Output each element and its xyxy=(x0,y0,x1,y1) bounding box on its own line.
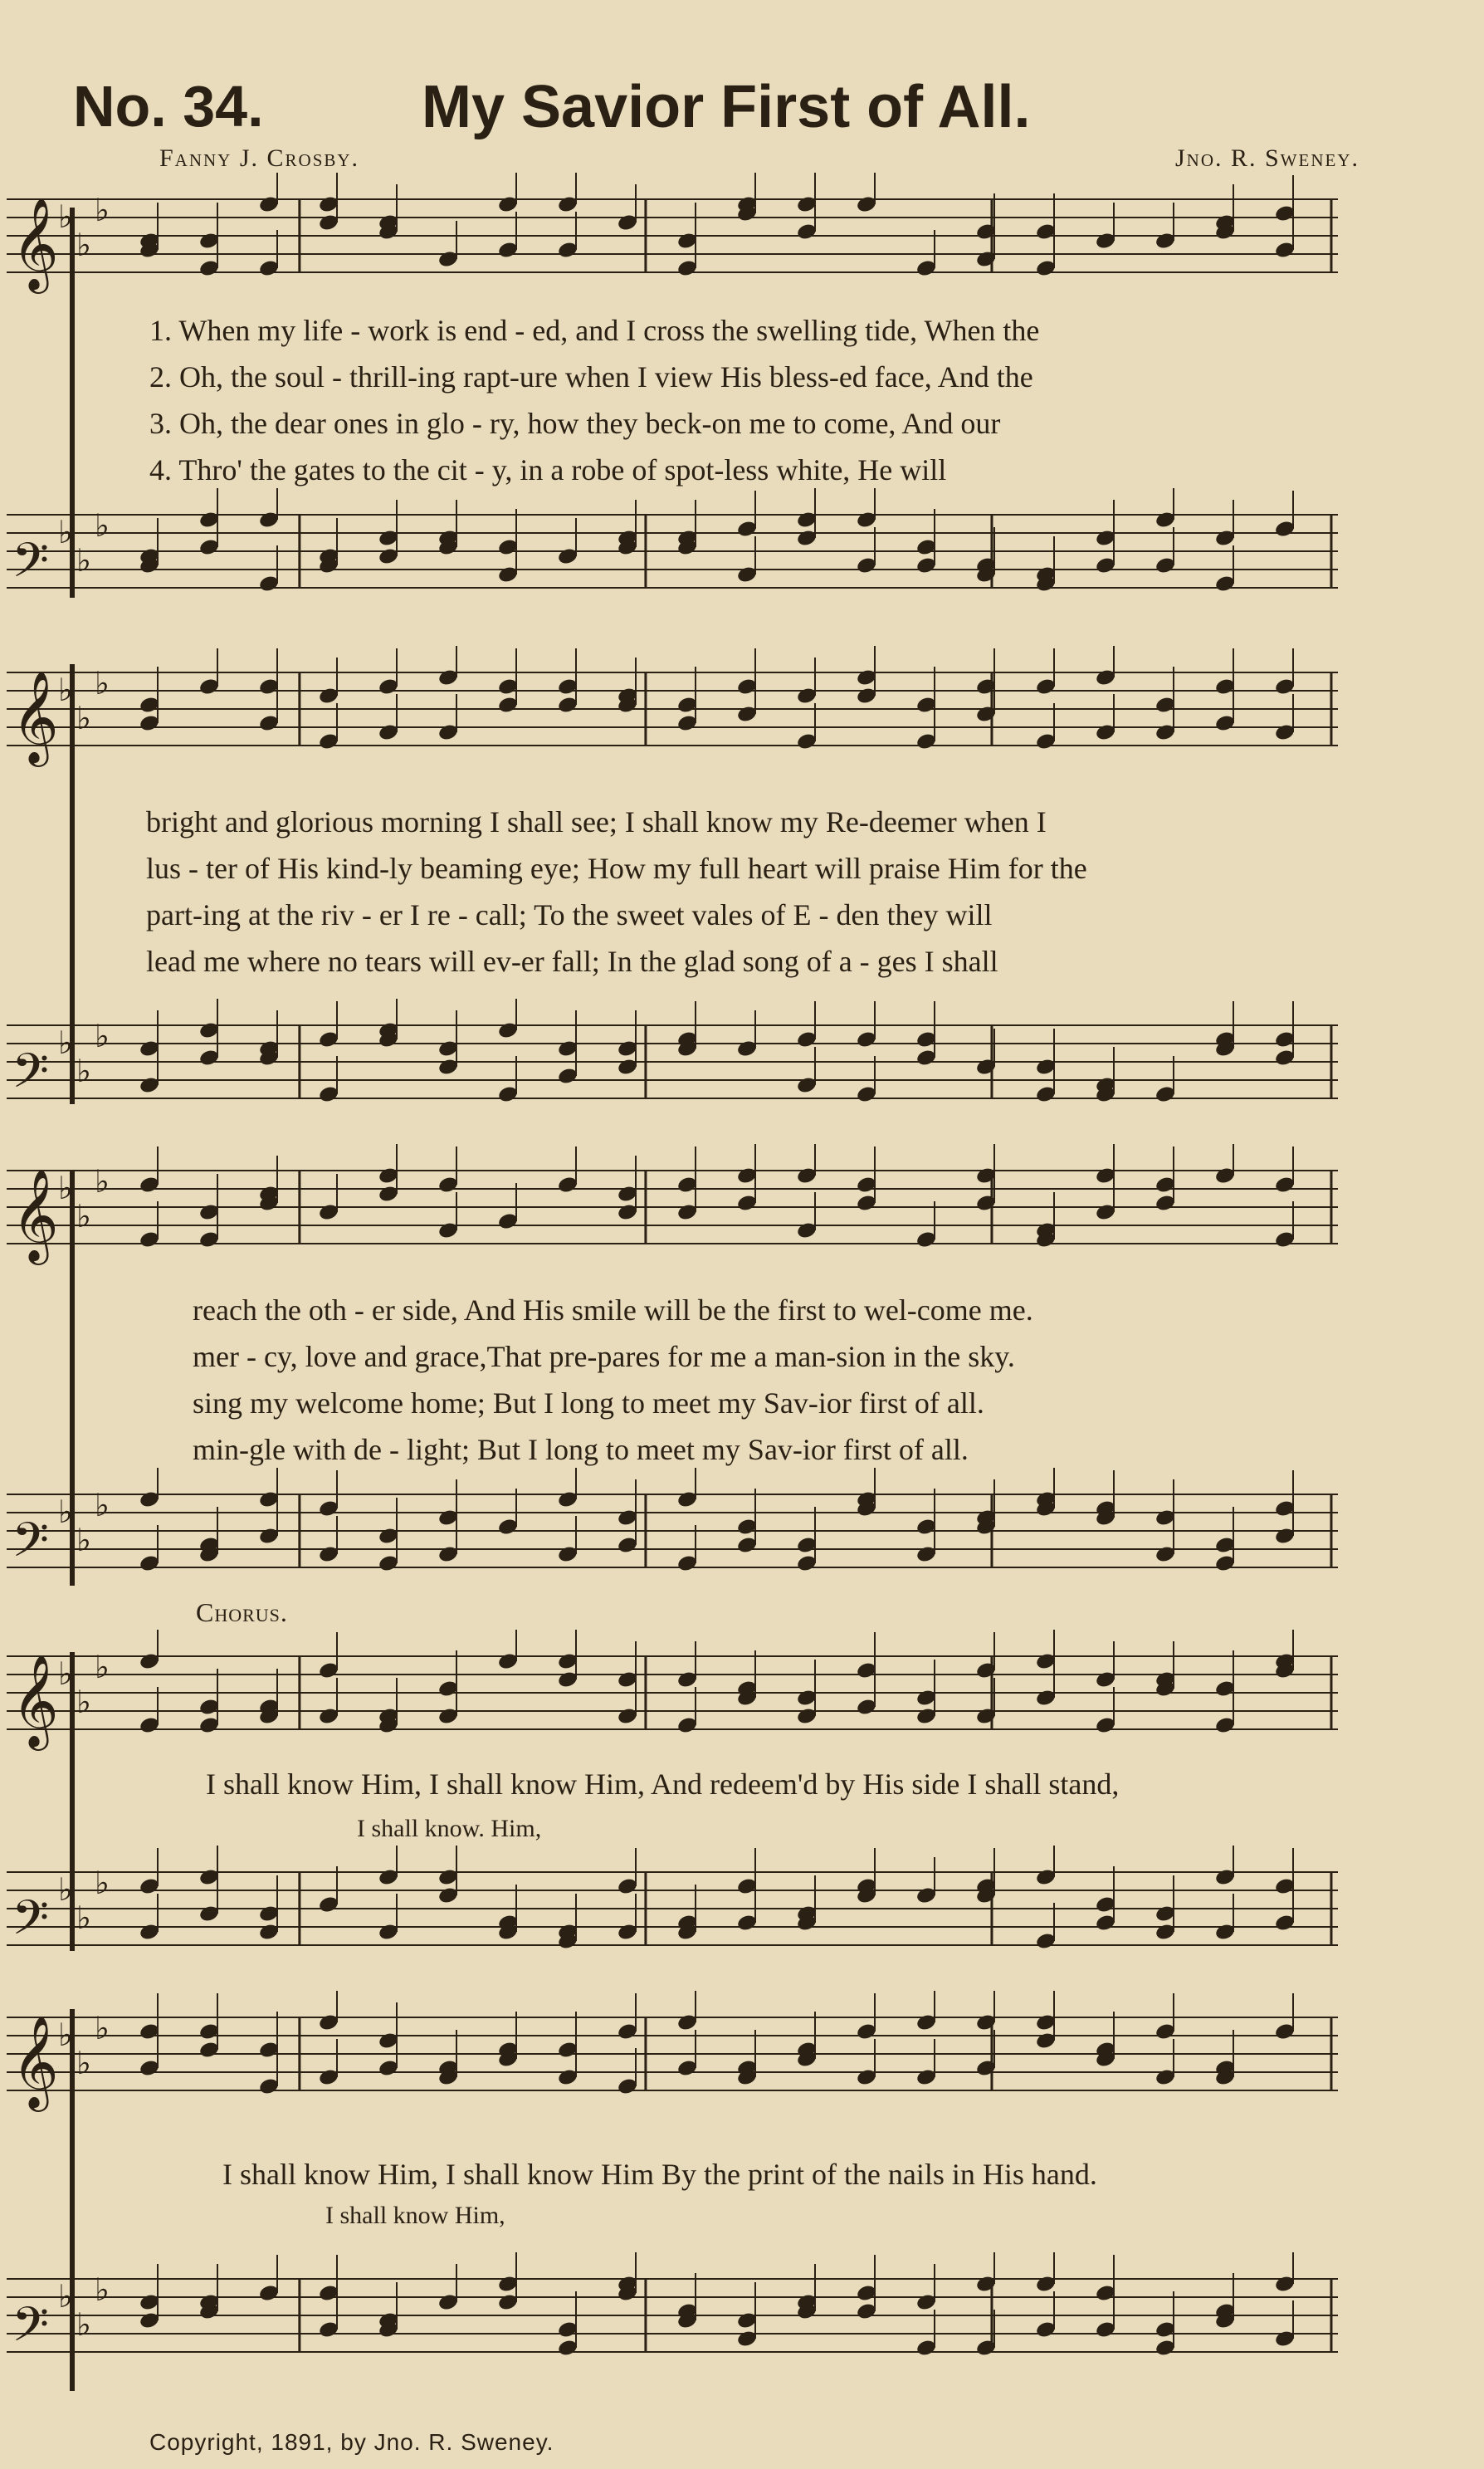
bass-clef-icon: 𝄢 xyxy=(12,1890,50,1958)
flat-icon: ♭ xyxy=(58,198,73,235)
lyric-line: lead me where no tears will ev-er fall; In the glad song of a - ges I shall xyxy=(146,945,998,978)
flat-icon: ♭ xyxy=(58,1871,73,1908)
treble-staff xyxy=(0,2010,1345,2108)
staff-notation xyxy=(0,1991,1345,2124)
flat-icon: ♭ xyxy=(95,192,110,228)
verse-lyrics-row-2 xyxy=(146,799,1087,985)
staff-notation xyxy=(0,999,1345,1132)
lyric-line: bright and glorious morning I shall see; I shall know my Re-deemer when I xyxy=(146,805,1047,838)
flat-icon: ♭ xyxy=(58,1494,73,1530)
staff-notation xyxy=(0,1846,1345,1978)
lyric-line: mer - cy, love and grace,That pre-pares for me a man-sion in the sky. xyxy=(193,1340,1015,1373)
chorus-line-1: I shall know Him, I shall know Him, And redeem'd by His side I shall stand, xyxy=(206,1767,1120,1801)
flat-icon: ♭ xyxy=(76,1899,91,1936)
hymn-number: No. 34. xyxy=(73,74,264,139)
hymn-title: My Savior First of All. xyxy=(422,74,1031,140)
flat-icon: ♭ xyxy=(95,1649,110,1685)
lyric-line: 3. Oh, the dear ones in glo - ry, how they beck-on me to come, And our xyxy=(149,407,1001,440)
verse-lyrics-row-1 xyxy=(149,307,1039,493)
bass-clef-icon: 𝄢 xyxy=(12,2296,50,2364)
verse-lyrics-row-3 xyxy=(193,1287,1033,1473)
lyric-line: 4. Thro' the gates to the cit - y, in a robe of spot-less white, He will xyxy=(149,453,947,486)
staff-notation xyxy=(0,1630,1345,1763)
lyric-line: lus - ter of His kind-ly beaming eye; How my full heart will praise Him for the xyxy=(146,852,1087,885)
flat-icon: ♭ xyxy=(76,1684,91,1720)
bass-staff xyxy=(0,1487,1345,1580)
flat-icon: ♭ xyxy=(76,1053,91,1089)
bass-staff xyxy=(0,507,1345,600)
chorus-label: Chorus. xyxy=(196,1597,288,1627)
flat-icon: ♭ xyxy=(58,1655,73,1692)
flat-icon: ♭ xyxy=(58,2278,73,2315)
lyric-line: min-gle with de - light; But I long to meet my Sav-ior first of all. xyxy=(193,1433,969,1466)
flat-icon: ♭ xyxy=(76,2306,91,2343)
staff-notation xyxy=(0,2252,1345,2385)
chorus-line-2-alto: I shall know Him, xyxy=(325,2202,505,2229)
flat-icon: ♭ xyxy=(76,1522,91,1558)
flat-icon: ♭ xyxy=(76,2045,91,2081)
flat-icon: ♭ xyxy=(95,2271,110,2308)
staff-notation xyxy=(0,646,1345,779)
bass-clef-icon: 𝄢 xyxy=(12,532,50,600)
lyric-line: sing my welcome home; But I long to meet my Sav-ior first of all. xyxy=(193,1386,984,1420)
composer-credit: Jno. R. Sweney. xyxy=(1174,144,1360,172)
author-credit: Fanny J. Crosby. xyxy=(159,144,360,172)
flat-icon: ♭ xyxy=(76,542,91,579)
bass-clef-icon: 𝄢 xyxy=(12,1512,50,1580)
flat-icon: ♭ xyxy=(76,1198,91,1234)
flat-icon: ♭ xyxy=(58,514,73,550)
treble-staff xyxy=(0,192,1345,290)
flat-icon: ♭ xyxy=(76,700,91,736)
hymn-header xyxy=(73,73,1443,148)
treble-staff xyxy=(0,665,1345,763)
flat-icon: ♭ xyxy=(95,507,110,544)
flat-icon: ♭ xyxy=(95,1163,110,1200)
lyric-line: 1. When my life - work is end - ed, and I cross the swelling tide, When the xyxy=(149,314,1040,347)
treble-staff xyxy=(0,1649,1345,1747)
staff-notation xyxy=(0,1468,1345,1601)
flat-icon: ♭ xyxy=(76,227,91,263)
staff-notation xyxy=(0,488,1345,621)
bass-staff xyxy=(0,1865,1345,1958)
bass-staff xyxy=(0,1018,1345,1111)
treble-clef-icon: 𝄞 xyxy=(12,1168,59,1261)
treble-clef-icon: 𝄞 xyxy=(12,197,59,290)
lyric-line: 2. Oh, the soul - thrill-ing rapt-ure when I view His bless-ed face, And the xyxy=(149,360,1033,394)
flat-icon: ♭ xyxy=(95,2010,110,2046)
staff-notation xyxy=(0,173,1345,306)
staff-notation xyxy=(0,1144,1345,1277)
treble-clef-icon: 𝄞 xyxy=(12,1654,59,1747)
flat-icon: ♭ xyxy=(58,672,73,708)
lyric-line: part-ing at the riv - er I re - call; To the sweet vales of E - den they will xyxy=(146,898,993,931)
bass-clef-icon: 𝄢 xyxy=(12,1043,50,1111)
flat-icon: ♭ xyxy=(58,1170,73,1206)
bass-staff xyxy=(0,2271,1345,2364)
treble-clef-icon: 𝄞 xyxy=(12,670,59,763)
lyric-line: reach the oth - er side, And His smile will be the first to wel-come me. xyxy=(193,1293,1033,1327)
flat-icon: ♭ xyxy=(95,665,110,702)
flat-icon: ♭ xyxy=(95,1487,110,1523)
chorus-line-2: I shall know Him, I shall know Him By the print of the nails in His hand. xyxy=(222,2158,1097,2191)
flat-icon: ♭ xyxy=(58,1024,73,1061)
copyright-notice: Copyright, 1891, by Jno. R. Sweney. xyxy=(149,2429,554,2455)
flat-icon: ♭ xyxy=(95,1865,110,1901)
treble-clef-icon: 𝄞 xyxy=(12,2015,59,2108)
chorus-line-1-alto: I shall know. Him, xyxy=(357,1815,542,1842)
flat-icon: ♭ xyxy=(58,2017,73,2053)
treble-staff xyxy=(0,1163,1345,1261)
flat-icon: ♭ xyxy=(95,1018,110,1054)
